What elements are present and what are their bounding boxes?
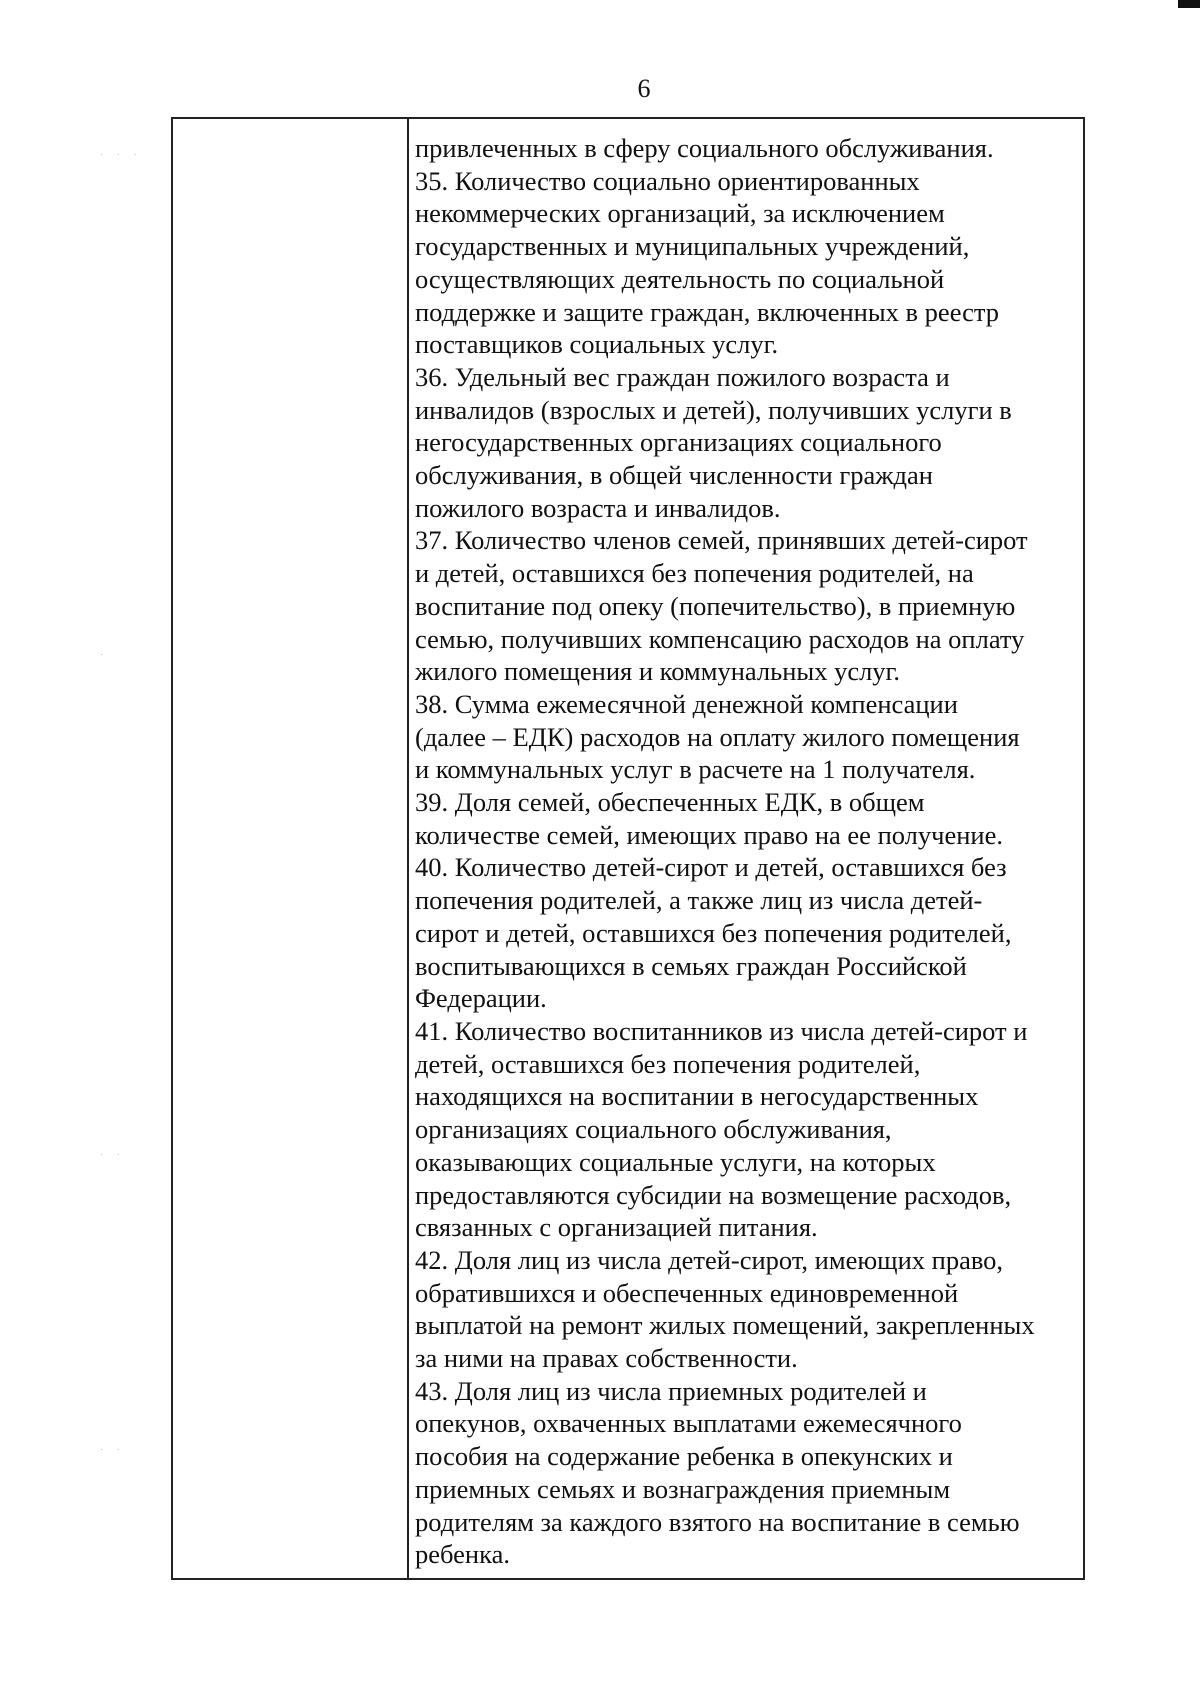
item-43-line: пособия на содержание ребенка в опекунских и (415, 1441, 953, 1472)
item-41-line: находящихся на воспитании в негосударственных (415, 1081, 979, 1112)
item-42-line: за ними на правах собственности. (415, 1343, 798, 1374)
item-35-line: 35. Количество социально ориентированных (415, 165, 920, 196)
continuation-line: привлеченных в сферу социального обслуживания. (415, 133, 994, 163)
table-cell-right (409, 119, 1083, 1578)
item-36-line: инвалидов (взрослых и детей), получивших услуги в (415, 394, 1012, 425)
item-41-line: предоставляются субсидии на возмещение расходов, (415, 1179, 1012, 1210)
item-37-line: жилого помещения и коммунальных услуг. (415, 656, 901, 687)
item-37-line: семью, получивших компенсацию расходов на оплату (415, 623, 1025, 654)
item-41-line: 41. Количество воспитанников из числа детей-сирот и (415, 1015, 1028, 1046)
item-41-line: связанных с организацией питания. (415, 1212, 818, 1243)
item-39-line: количестве семей, имеющих право на ее получение. (415, 819, 1003, 850)
item-43-line: ребенка. (415, 1539, 510, 1570)
item-35-line: некоммерческих организаций, за исключением (415, 198, 945, 229)
document-table (171, 117, 1085, 1580)
table-cell-left (173, 119, 409, 1578)
item-41-line: оказывающих социальные услуги, на которых (415, 1146, 936, 1177)
item-40-line: сирот и детей, оставшихся без попечения родителей, (415, 917, 1012, 948)
item-37-line: воспитание под опеку (попечительство), в приемную (415, 590, 1016, 621)
item-43-line: 43. Доля лиц из числа приемных родителей и (415, 1375, 927, 1406)
scan-speckle: · · (100, 1150, 126, 1159)
item-43-line: опекунов, охваченных выплатами ежемесячного (415, 1408, 962, 1439)
item-38-line: и коммунальных услуг в расчете на 1 получателя. (415, 754, 976, 785)
item-42-line: 42. Доля лиц из числа детей-сирот, имеющих право, (415, 1244, 1004, 1275)
item-38-line: 38. Сумма ежемесячной денежной компенсации (415, 688, 958, 719)
item-36-line: обслуживания, в общей численности граждан (415, 460, 933, 491)
item-35-line: государственных и муниципальных учреждений, (415, 231, 970, 262)
scan-speckle: · · (100, 1445, 126, 1454)
item-35-line: поставщиков социальных услуг. (415, 329, 779, 360)
scan-speckle: · (100, 650, 109, 659)
scan-speckle: · · · (100, 150, 143, 159)
item-40-line: Федерации. (415, 983, 547, 1014)
item-42-line: выплатой на ремонт жилых помещений, закрепленных (415, 1310, 1035, 1341)
item-36-line: негосударственных организациях социального (415, 427, 942, 458)
item-43-line: приемных семьях и вознаграждения приемным (415, 1473, 951, 1504)
item-35-line: осуществляющих деятельность по социальной (415, 263, 945, 294)
item-42-line: обратившихся и обеспеченных единовременной (415, 1277, 959, 1308)
item-36-line: 36. Удельный вес граждан пожилого возраста и (415, 361, 950, 392)
item-41-line: детей, оставшихся без попечения родителей, (415, 1048, 921, 1079)
item-37-line: 37. Количество членов семей, принявших детей-сирот (415, 525, 1028, 556)
item-39-line: 39. Доля семей, обеспеченных ЕДК, в общем (415, 787, 925, 818)
item-40-line: 40. Количество детей-сирот и детей, оставшихся без (415, 852, 1007, 883)
item-43-line: родителям за каждого взятого на воспитание в семью (415, 1506, 1020, 1537)
item-40-line: попечения родителей, а также лиц из числа детей- (415, 885, 983, 916)
scan-corner-mark (1178, 0, 1200, 8)
item-41-line: организациях социального обслуживания, (415, 1114, 892, 1145)
item-35-line: поддержке и защите граждан, включенных в реестр (415, 296, 1000, 327)
item-36-line: пожилого возраста и инвалидов. (415, 492, 781, 523)
item-38-line: (далее – ЕДК) расходов на оплату жилого помещения (415, 721, 1020, 752)
item-40-line: воспитывающихся в семьях граждан Российской (415, 950, 967, 981)
page-number: 6 (637, 74, 651, 103)
item-37-line: и детей, оставшихся без попечения родителей, на (415, 558, 974, 589)
